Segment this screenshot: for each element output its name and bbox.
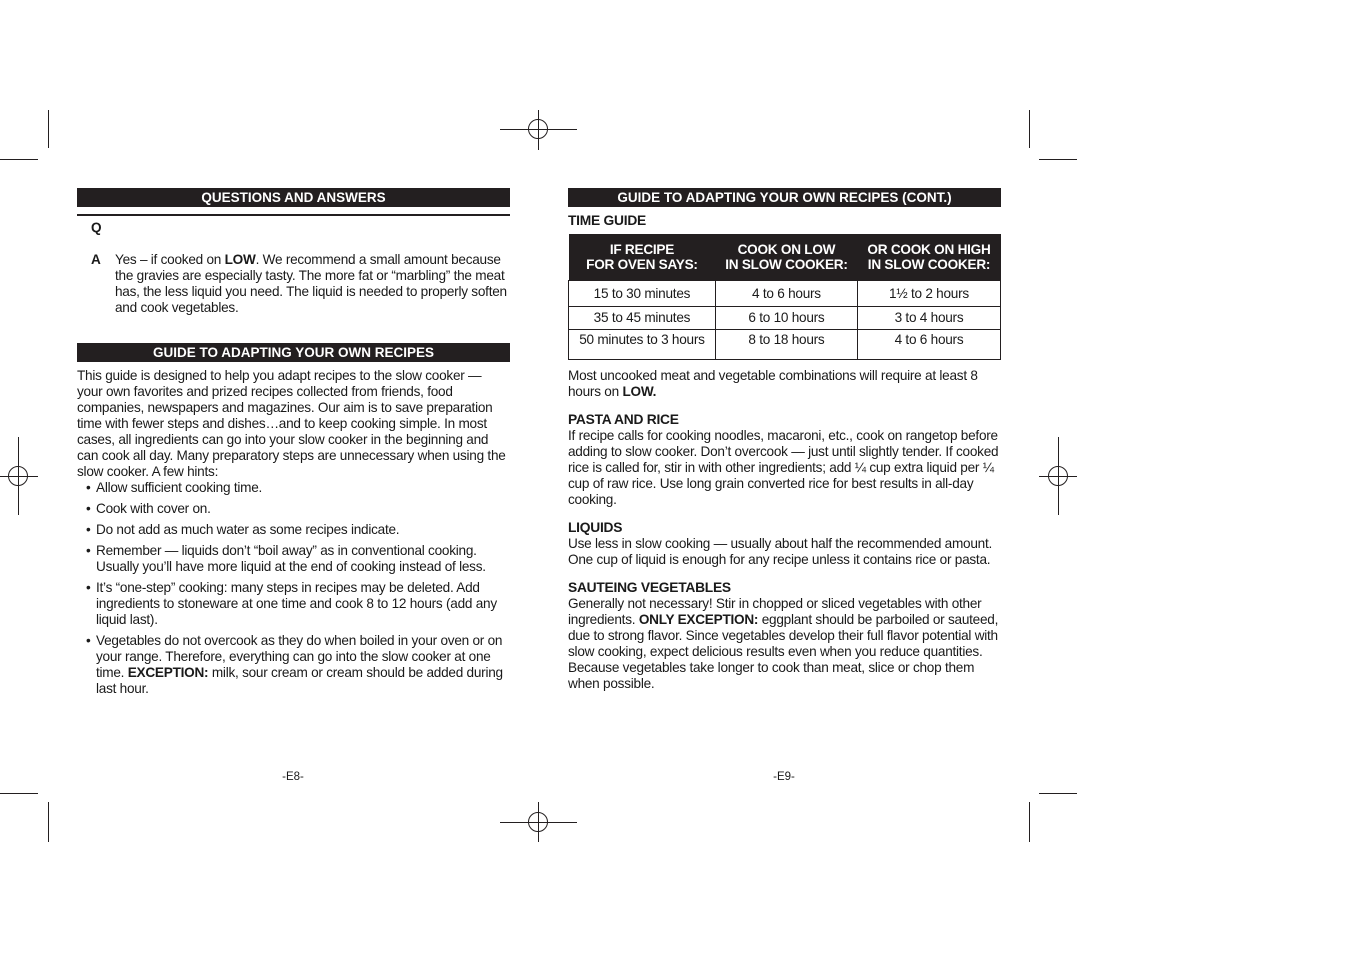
qa-section-title: QUESTIONS AND ANSWERS xyxy=(77,188,510,207)
guide-cont-title: GUIDE TO ADAPTING YOUR OWN RECIPES (CONT.) xyxy=(568,188,1001,207)
time-guide-table xyxy=(568,234,1001,360)
hints-list xyxy=(77,480,510,697)
crop-mark xyxy=(1039,159,1077,160)
qa-block xyxy=(77,214,510,316)
table-row xyxy=(569,307,1001,330)
list-item: • Allow sufficient cooking time. xyxy=(86,480,263,495)
guide-intro: This guide is designed to help you adapt recipes to the slow cooker — your own favorites and prized recipes collected from friends, food companies, newspapers and magazines. Our aim is to save preparation time with fewer steps and dishes…and to keep cooking simple. In most cases, all ingredients can go into your slow cooker in the beginning and can cook all day. Many preparatory steps are unnecessary when using the slow cooker. A few hints: xyxy=(77,368,506,479)
table-cell: 6 to 10 hours xyxy=(715,307,857,330)
crop-mark xyxy=(0,793,38,794)
table-header-low: COOK ON LOW IN SLOW COOKER: xyxy=(715,234,857,281)
table-cell: 35 to 45 minutes xyxy=(569,307,716,330)
table-header-row xyxy=(569,234,1001,281)
left-page xyxy=(77,188,510,702)
liquids-text: Use less in slow cooking — usually about half the recommended amount. One cup of liquid is enough for any recipe unless it contains rice or pasta. xyxy=(568,535,993,567)
table-cell: 4 to 6 hours xyxy=(715,281,857,307)
time-guide-heading: TIME GUIDE xyxy=(568,213,646,228)
crop-mark xyxy=(1029,802,1030,842)
crop-mark xyxy=(1029,110,1030,148)
crop-mark xyxy=(48,110,49,148)
table-cell: 4 to 6 hours xyxy=(857,329,1000,359)
list-item: • It’s “one-step” cooking: many steps in recipes may be deleted. Add ingredients to stoneware at one time and cook 8 to 12 hours (add any liquid last). xyxy=(86,580,497,627)
list-item: • Vegetables do not overcook as they do when boiled in your oven or on your range. Therefore, everything can go into the slow cooker at one time. EXCEPTION: milk, sour cream or cream should be added during last hour. xyxy=(86,633,503,696)
answer-label: A xyxy=(91,252,101,267)
sauteing-text: Generally not necessary! Stir in chopped or sliced vegetables with other ingredients. ONLY EXCEPTION: eggplant should be parboiled or sauteed, due to strong flavor. Since vegetables develop their full flavor potential with slow cooking, expect delicious results even when you reduce quantities. Because vegetables take longer to cook than meat, slice or chop them when possible. xyxy=(568,595,999,691)
table-cell: 50 minutes to 3 hours xyxy=(569,329,716,359)
page-number-left: -E8- xyxy=(282,771,304,783)
right-page xyxy=(568,188,1001,692)
page-number-right: -E9- xyxy=(773,771,795,783)
answer-text: Yes – if cooked on LOW. We recommend a small amount because the gravies are especially tasty. The more fat or “marbling” the meat has, the less liquid you need. The liquid is needed to properly soften and cook vegetables. xyxy=(115,252,507,315)
table-cell: 3 to 4 hours xyxy=(857,307,1000,330)
liquids-heading: LIQUIDS xyxy=(568,519,623,535)
table-row xyxy=(569,329,1001,359)
list-item: • Cook with cover on. xyxy=(86,501,211,516)
answer-row xyxy=(77,252,510,316)
time-guide-note: Most uncooked meat and vegetable combinations will require at least 8 hours on LOW. xyxy=(568,367,978,399)
question-label: Q xyxy=(91,220,102,235)
question-row xyxy=(77,220,510,236)
table-cell: 15 to 30 minutes xyxy=(569,281,716,307)
list-item: • Remember — liquids don’t “boil away” as in conventional cooking. Usually you’ll have more liquid at the end of cooking instead of less. xyxy=(86,543,486,574)
table-cell: 1½ to 2 hours xyxy=(857,281,1000,307)
table-row xyxy=(569,281,1001,307)
table-header-oven: IF RECIPE FOR OVEN SAYS: xyxy=(569,234,716,281)
guide-section-title: GUIDE TO ADAPTING YOUR OWN RECIPES xyxy=(77,343,510,362)
question-text xyxy=(115,220,510,236)
crop-mark xyxy=(1039,793,1077,794)
pasta-text: If recipe calls for cooking noodles, macaroni, etc., cook on rangetop before adding to slow cooker. Don’t overcook — just until slightly tender. If cooked rice is called for, stir in with other ingredients; add ¼ cup extra liquid per ¼ cup of raw rice. Use long grain converted rice for best results in all-day cooking. xyxy=(568,427,999,507)
table-header-high: OR COOK ON HIGH IN SLOW COOKER: xyxy=(857,234,1000,281)
crop-mark xyxy=(48,802,49,842)
table-cell: 8 to 18 hours xyxy=(715,329,857,359)
sauteing-heading: SAUTEING VEGETABLES xyxy=(568,579,731,595)
crop-mark xyxy=(0,159,38,160)
list-item: • Do not add as much water as some recipes indicate. xyxy=(86,522,400,537)
pasta-heading: PASTA AND RICE xyxy=(568,411,679,427)
